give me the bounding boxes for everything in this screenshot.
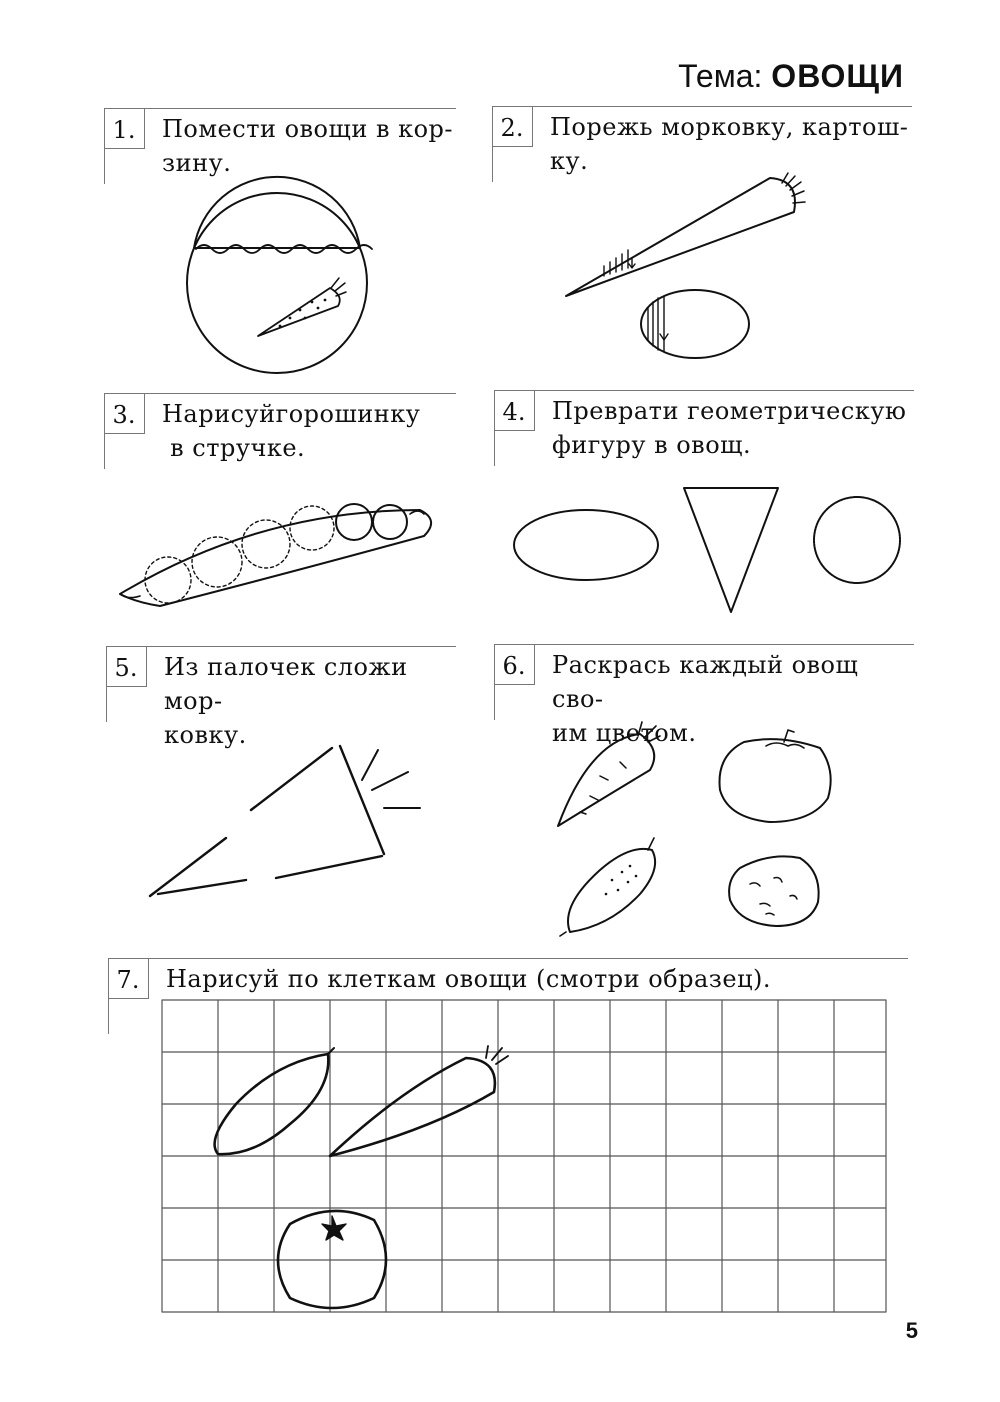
potato-icon bbox=[729, 856, 819, 926]
basket-drawing[interactable] bbox=[187, 177, 372, 373]
oval-shape[interactable] bbox=[514, 510, 658, 580]
topic-name: ОВОЩИ bbox=[771, 58, 904, 94]
task-3-text: Нарисуйгорошинку в стручке. bbox=[162, 400, 421, 462]
task-6-number: 6. bbox=[494, 644, 535, 685]
cucumber-icon bbox=[560, 838, 655, 936]
task-2-number: 2. bbox=[492, 106, 533, 147]
task-4-text: Преврати геометрическую фигуру в овощ. bbox=[552, 397, 907, 459]
sample-carrot-icon bbox=[330, 1046, 508, 1156]
task-1-text: Помести овощи в кор- зину. bbox=[162, 115, 454, 177]
tomato-icon bbox=[720, 730, 831, 822]
vegetables-to-color-drawing[interactable] bbox=[558, 722, 831, 936]
sample-vegetables bbox=[215, 1046, 508, 1308]
carrot-in-basket-icon bbox=[258, 278, 346, 336]
task-6-text: Раскрась каждый овощ сво- им цветом. bbox=[552, 651, 859, 747]
task-5-text: Из палочек сложи мор- ковку. bbox=[164, 653, 408, 749]
pea-pod-drawing[interactable] bbox=[120, 504, 431, 606]
topic-label: Тема: bbox=[678, 58, 763, 94]
potato-to-cut-icon bbox=[641, 290, 749, 358]
task-7-number: 7. bbox=[108, 958, 149, 999]
cut-vegetables-drawing[interactable] bbox=[566, 173, 805, 358]
task-5-number: 5. bbox=[106, 646, 147, 687]
triangle-shape[interactable] bbox=[684, 488, 778, 612]
task-7-text: Нарисуй по клеткам овощи (смотри образец). bbox=[166, 965, 772, 993]
task-4-number: 4. bbox=[494, 390, 535, 431]
stick-carrot-drawing[interactable] bbox=[150, 746, 420, 896]
carrot-to-cut-icon bbox=[566, 173, 805, 296]
carrot-icon bbox=[558, 722, 660, 826]
geometric-shapes-drawing[interactable] bbox=[514, 488, 900, 612]
drawing-grid[interactable] bbox=[162, 1000, 886, 1312]
task-2-text: Порежь морковку, картош- ку. bbox=[550, 113, 909, 175]
task-1-number: 1. bbox=[104, 108, 145, 149]
page-number: 5 bbox=[905, 1318, 918, 1343]
task-3-number: 3. bbox=[104, 393, 145, 434]
circle-shape[interactable] bbox=[814, 497, 900, 583]
